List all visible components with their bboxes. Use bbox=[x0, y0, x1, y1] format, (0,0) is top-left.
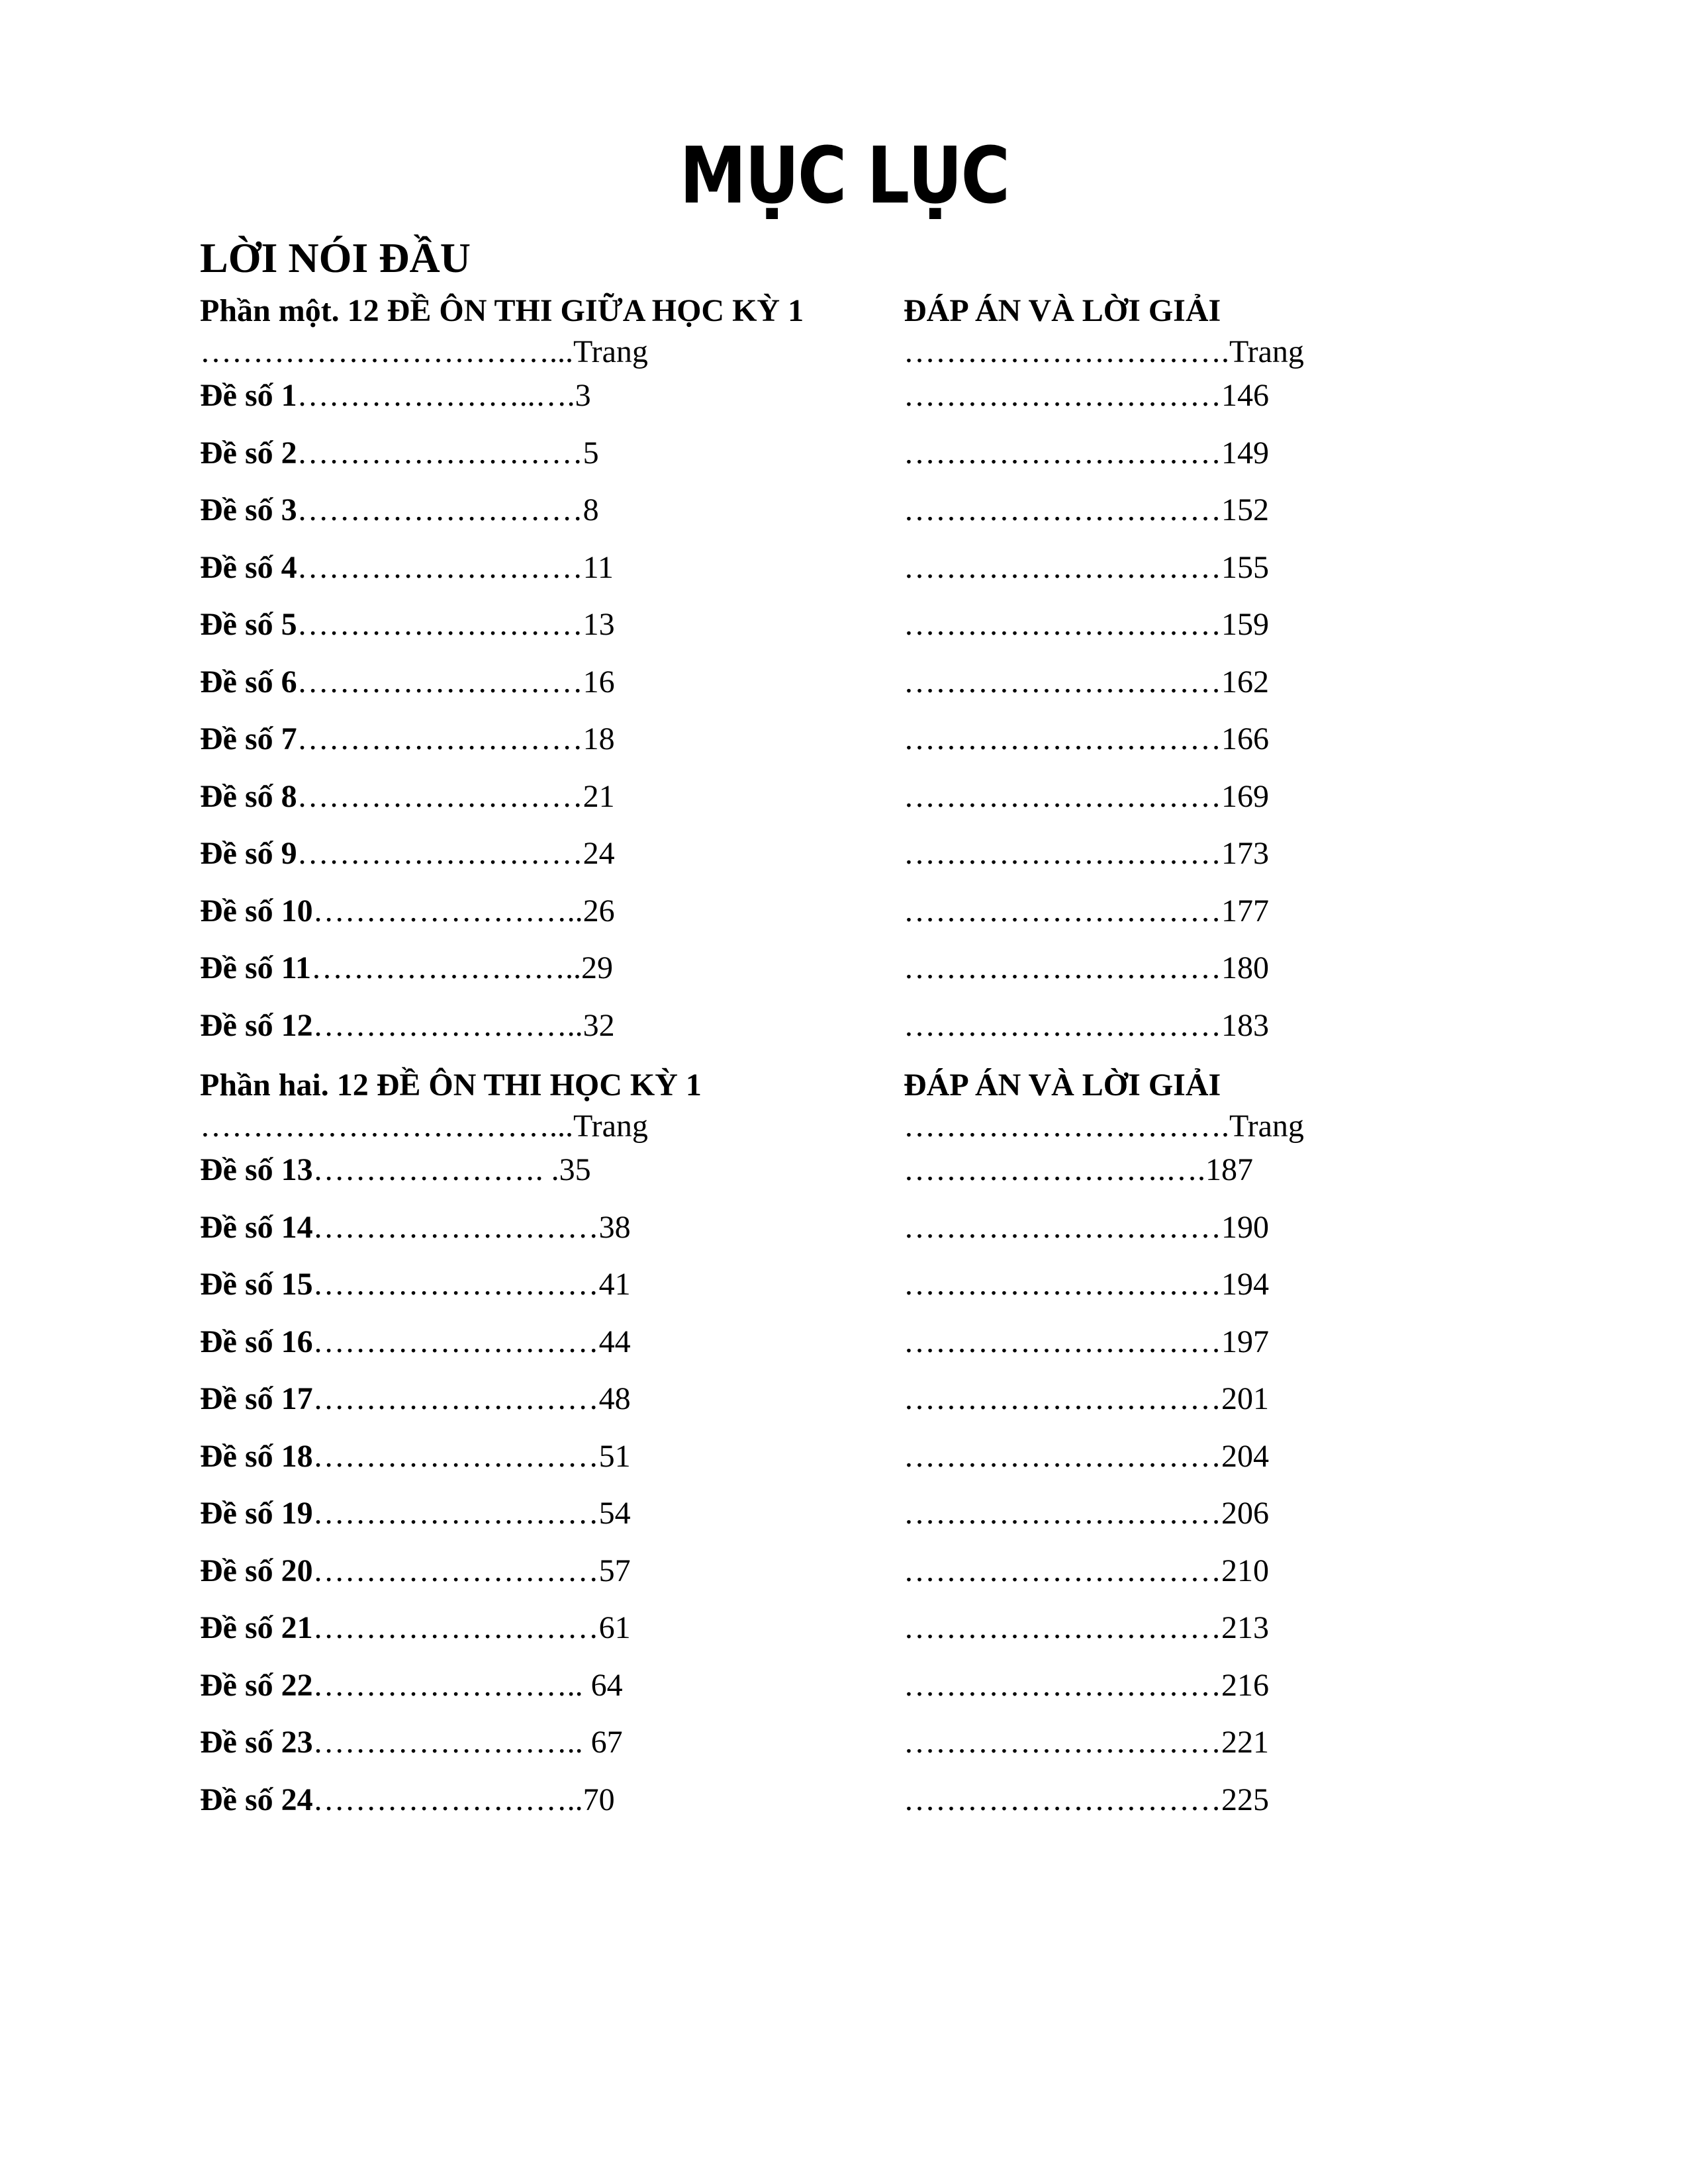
toc-entry[interactable] bbox=[200, 777, 615, 817]
answer-leader: ………………………… bbox=[904, 893, 1221, 929]
entry-leader: ……………………… bbox=[312, 1553, 599, 1588]
answer-entry[interactable] bbox=[904, 1437, 1269, 1477]
answer-page-number: 201 bbox=[1221, 1381, 1269, 1416]
answer-leader: ………………………… bbox=[904, 1209, 1221, 1245]
answer-entry[interactable] bbox=[904, 1322, 1269, 1362]
entry-leader: ……………………… bbox=[297, 664, 583, 700]
answer-leader: ………………………… bbox=[904, 836, 1221, 871]
answer-leader: ………………………… bbox=[904, 1496, 1221, 1531]
entry-leader: ……………………… bbox=[312, 1324, 599, 1359]
entry-label: Đề số 1 bbox=[200, 378, 297, 413]
toc-entry[interactable] bbox=[200, 1494, 631, 1533]
answer-entry[interactable] bbox=[904, 662, 1269, 702]
answer-leader: ………………………… bbox=[904, 1007, 1221, 1043]
entry-label: Đề số 14 bbox=[200, 1209, 313, 1245]
answer-page-number: 213 bbox=[1221, 1610, 1269, 1645]
answer-entry[interactable] bbox=[904, 1379, 1269, 1419]
entry-label: Đề số 21 bbox=[200, 1610, 313, 1645]
answer-leader: ………………………… bbox=[904, 950, 1221, 985]
toc-entry[interactable] bbox=[200, 719, 615, 759]
entry-page-number: 13 bbox=[583, 607, 615, 642]
answer-page-number: 155 bbox=[1221, 549, 1269, 585]
toc-entry[interactable] bbox=[200, 490, 599, 530]
toc-entry[interactable] bbox=[200, 376, 591, 416]
entry-leader: ……………………… bbox=[297, 549, 583, 585]
answers-heading: ĐÁP ÁN VÀ LỜI GIẢI bbox=[904, 293, 1221, 328]
answer-entry[interactable] bbox=[904, 1780, 1269, 1820]
answer-entry[interactable] bbox=[904, 1006, 1269, 1046]
toc-entry[interactable] bbox=[200, 1379, 631, 1419]
toc-entry[interactable] bbox=[200, 1437, 631, 1477]
page-column-label: ……………………………...Trang bbox=[200, 334, 648, 369]
answer-entry[interactable] bbox=[904, 1551, 1269, 1591]
answers-heading: ĐÁP ÁN VÀ LỜI GIẢI bbox=[904, 1068, 1221, 1103]
answer-entry[interactable] bbox=[904, 490, 1269, 530]
answer-page-number: 180 bbox=[1221, 950, 1269, 985]
entry-page-number: 21 bbox=[583, 778, 615, 814]
entry-label: Đề số 22 bbox=[200, 1667, 313, 1703]
entry-label: Đề số 16 bbox=[200, 1324, 313, 1359]
answer-leader: ………………………… bbox=[904, 607, 1221, 642]
answer-page-number: 173 bbox=[1221, 836, 1269, 871]
toc-entry[interactable] bbox=[200, 1006, 615, 1046]
entry-page-number: 54 bbox=[598, 1496, 631, 1531]
answer-page-number: 210 bbox=[1221, 1553, 1269, 1588]
entry-leader: …………………….. bbox=[312, 1782, 583, 1817]
entry-label: Đề số 20 bbox=[200, 1553, 313, 1588]
entry-leader: …………………….. bbox=[312, 1725, 591, 1760]
page-column-label: ……………………………...Trang bbox=[200, 1109, 648, 1144]
answer-leader: ………………………… bbox=[904, 664, 1221, 700]
entry-page-number: 41 bbox=[598, 1267, 631, 1302]
answer-page-number: 159 bbox=[1221, 607, 1269, 642]
entry-label: Đề số 23 bbox=[200, 1725, 313, 1760]
entry-page-number: 3 bbox=[575, 378, 591, 413]
toc-entry[interactable] bbox=[200, 1208, 631, 1248]
entry-page-number: 16 bbox=[583, 664, 615, 700]
entry-leader: ……………………… bbox=[297, 607, 583, 642]
answer-entry[interactable] bbox=[904, 605, 1269, 645]
answer-entry[interactable] bbox=[904, 1608, 1269, 1648]
entry-page-number: 70 bbox=[583, 1782, 615, 1817]
page-title: MỤC LỤC bbox=[679, 130, 1009, 221]
answer-page-number: 149 bbox=[1221, 435, 1269, 471]
entry-leader: ……………………… bbox=[297, 778, 583, 814]
entry-page-number: 5 bbox=[583, 435, 599, 471]
entry-leader: ……………………… bbox=[312, 1267, 599, 1302]
answer-leader: …………………….…. bbox=[904, 1152, 1205, 1187]
answer-entry[interactable] bbox=[904, 1723, 1269, 1762]
answer-page-number: 216 bbox=[1221, 1667, 1269, 1703]
answer-entry[interactable] bbox=[904, 548, 1269, 588]
entry-label: Đề số 5 bbox=[200, 607, 297, 642]
entry-page-number: 61 bbox=[598, 1610, 631, 1645]
entry-label: Đề số 19 bbox=[200, 1496, 313, 1531]
answers-page-column-label: ………………………….Trang bbox=[904, 1109, 1304, 1144]
toc-entry[interactable] bbox=[200, 662, 615, 702]
answer-entry[interactable] bbox=[904, 1494, 1269, 1533]
answers-page-column-label: ………………………….Trang bbox=[904, 334, 1304, 369]
answer-page-number: 169 bbox=[1221, 778, 1269, 814]
entry-page-number: 32 bbox=[583, 1007, 615, 1043]
entry-leader: ……………………… bbox=[312, 1496, 599, 1531]
answer-entry[interactable] bbox=[904, 948, 1269, 988]
entry-label: Đề số 3 bbox=[200, 492, 297, 527]
entry-page-number: 51 bbox=[598, 1438, 631, 1474]
answer-leader: ………………………… bbox=[904, 1725, 1221, 1760]
entry-leader: ……………………… bbox=[297, 836, 583, 871]
toc-entry[interactable] bbox=[200, 605, 615, 645]
entry-page-number: 35 bbox=[559, 1152, 591, 1187]
toc-entry[interactable] bbox=[200, 948, 613, 988]
toc-entry[interactable] bbox=[200, 1322, 631, 1362]
toc-entry[interactable] bbox=[200, 1608, 631, 1648]
toc-entry[interactable] bbox=[200, 1666, 623, 1706]
answer-page-number: 177 bbox=[1221, 893, 1269, 929]
answer-entry[interactable] bbox=[904, 433, 1269, 473]
answer-leader: ………………………… bbox=[904, 1324, 1221, 1359]
answer-leader: ………………………… bbox=[904, 1438, 1221, 1474]
answer-leader: ………………………… bbox=[904, 1267, 1221, 1302]
entry-label: Đề số 11 bbox=[200, 950, 311, 985]
answer-leader: ………………………… bbox=[904, 1381, 1221, 1416]
answer-leader: ………………………… bbox=[904, 435, 1221, 471]
answer-leader: ………………………… bbox=[904, 721, 1221, 756]
toc-entry[interactable] bbox=[200, 1723, 623, 1762]
entry-label: Đề số 7 bbox=[200, 721, 297, 756]
entry-leader: ……………………… bbox=[312, 1610, 599, 1645]
entry-leader: ……………………… bbox=[312, 1438, 599, 1474]
answer-page-number: 146 bbox=[1221, 378, 1269, 413]
answer-entry[interactable] bbox=[904, 1265, 1269, 1304]
answer-page-number: 166 bbox=[1221, 721, 1269, 756]
answer-entry[interactable] bbox=[904, 376, 1269, 416]
entry-leader: …………………..…. bbox=[297, 378, 575, 413]
answer-page-number: 187 bbox=[1205, 1152, 1253, 1187]
entry-page-number: 57 bbox=[598, 1553, 631, 1588]
answer-page-number: 206 bbox=[1221, 1496, 1269, 1531]
entry-label: Đề số 10 bbox=[200, 893, 313, 929]
entry-page-number: 44 bbox=[598, 1324, 631, 1359]
entry-leader: …………………….. bbox=[312, 1007, 583, 1043]
answer-page-number: 152 bbox=[1221, 492, 1269, 527]
toc-entry[interactable] bbox=[200, 548, 614, 588]
entry-label: Đề số 18 bbox=[200, 1438, 313, 1474]
section-heading: Phần hai. 12 ĐỀ ÔN THI HỌC KỲ 1 bbox=[200, 1068, 702, 1103]
answer-leader: ………………………… bbox=[904, 1667, 1221, 1703]
answer-leader: ………………………… bbox=[904, 778, 1221, 814]
answer-page-number: 204 bbox=[1221, 1438, 1269, 1474]
toc-entry[interactable] bbox=[200, 1780, 615, 1820]
entry-page-number: 18 bbox=[583, 721, 615, 756]
entry-page-number: 29 bbox=[581, 950, 613, 985]
answer-page-number: 162 bbox=[1221, 664, 1269, 700]
entry-page-number: 11 bbox=[583, 549, 614, 585]
entry-leader: …………………….. bbox=[311, 950, 581, 985]
entry-label: Đề số 9 bbox=[200, 836, 297, 871]
entry-leader: ……………………… bbox=[312, 1381, 599, 1416]
entry-label: Đề số 8 bbox=[200, 778, 297, 814]
answer-page-number: 197 bbox=[1221, 1324, 1269, 1359]
entry-leader: ……………………… bbox=[297, 435, 583, 471]
entry-leader: …………………. . bbox=[312, 1152, 559, 1187]
answer-leader: ………………………… bbox=[904, 378, 1221, 413]
toc-entry[interactable] bbox=[200, 1150, 591, 1190]
entry-leader: ……………………… bbox=[297, 492, 583, 527]
answer-leader: ………………………… bbox=[904, 1782, 1221, 1817]
toc-entry[interactable] bbox=[200, 433, 599, 473]
toc-entry[interactable] bbox=[200, 1265, 631, 1304]
section-heading: Phần một. 12 ĐỀ ÔN THI GIỮA HỌC KỲ 1 bbox=[200, 293, 804, 328]
answer-leader: ………………………… bbox=[904, 1553, 1221, 1588]
entry-page-number: 8 bbox=[583, 492, 599, 527]
answer-leader: ………………………… bbox=[904, 492, 1221, 527]
answer-entry[interactable] bbox=[904, 777, 1269, 817]
answer-page-number: 194 bbox=[1221, 1267, 1269, 1302]
entry-page-number: 24 bbox=[583, 836, 615, 871]
answer-page-number: 183 bbox=[1221, 1007, 1269, 1043]
answer-page-number: 225 bbox=[1221, 1782, 1269, 1817]
toc-entry[interactable] bbox=[200, 834, 615, 874]
entry-label: Đề số 4 bbox=[200, 549, 297, 585]
answer-page-number: 190 bbox=[1221, 1209, 1269, 1245]
answer-entry[interactable] bbox=[904, 891, 1269, 931]
entry-page-number: 26 bbox=[583, 893, 615, 929]
answer-entry[interactable] bbox=[904, 1666, 1269, 1706]
entry-label: Đề số 2 bbox=[200, 435, 297, 471]
entry-page-number: 67 bbox=[590, 1725, 623, 1760]
answer-entry[interactable] bbox=[904, 1208, 1269, 1248]
answer-leader: ………………………… bbox=[904, 1610, 1221, 1645]
entry-page-number: 48 bbox=[598, 1381, 631, 1416]
toc-entry[interactable] bbox=[200, 1551, 631, 1591]
entry-leader: …………………….. bbox=[312, 893, 583, 929]
entry-page-number: 64 bbox=[590, 1667, 623, 1703]
entry-label: Đề số 12 bbox=[200, 1007, 313, 1043]
entry-label: Đề số 24 bbox=[200, 1782, 313, 1817]
entry-leader: ……………………… bbox=[312, 1209, 599, 1245]
entry-leader: ……………………… bbox=[297, 721, 583, 756]
answer-entry[interactable] bbox=[904, 834, 1269, 874]
entry-label: Đề số 13 bbox=[200, 1152, 313, 1187]
entry-label: Đề số 15 bbox=[200, 1267, 313, 1302]
toc-entry[interactable] bbox=[200, 891, 615, 931]
entry-leader: …………………….. bbox=[312, 1667, 591, 1703]
preface-heading: LỜI NÓI ĐẦU bbox=[200, 234, 471, 281]
answer-leader: ………………………… bbox=[904, 549, 1221, 585]
entry-page-number: 38 bbox=[598, 1209, 631, 1245]
answer-entry[interactable] bbox=[904, 1150, 1253, 1190]
entry-label: Đề số 17 bbox=[200, 1381, 313, 1416]
answer-page-number: 221 bbox=[1221, 1725, 1269, 1760]
entry-label: Đề số 6 bbox=[200, 664, 297, 700]
answer-entry[interactable] bbox=[904, 719, 1269, 759]
